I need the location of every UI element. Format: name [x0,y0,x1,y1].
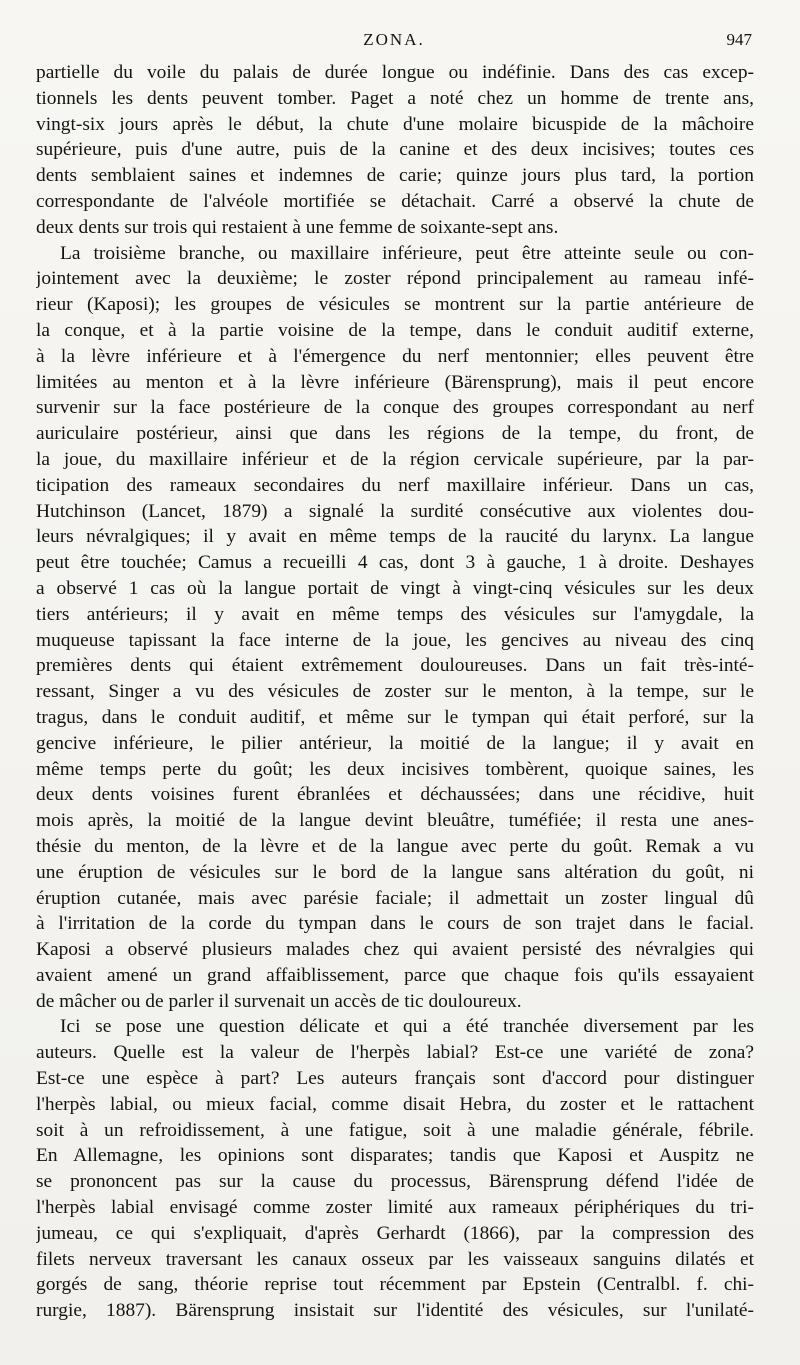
text-line: même temps perte du goût; les deux incisives tombèrent, quoique saines, les [36,758,754,780]
text-line: limitées au menton et à la lèvre inférieure (Bärensprung), mais il peut encore [36,371,754,393]
text-line: de mâcher ou de parler il survenait un accès de tic douloureux. [36,990,522,1012]
text-line: rurgie, 1887). Bärensprung insistait sur l'identité des vésicules, sur l'unilaté- [36,1300,754,1322]
text-line: tragus, dans le conduit auditif, et même sur le tympan qui était perforé, sur la [36,706,754,728]
text-line: thésie du menton, de la lèvre et de la langue avec perte du goût. Remak a vu [36,835,754,857]
text-line: filets nerveux traversant les canaux osseux par les vaisseaux sanguins dilatés et [36,1248,754,1270]
text-line: l'herpès labial, ou mieux facial, comme disait Hebra, du zoster et le rattachent [36,1093,754,1115]
text-line: une éruption de vésicules sur le bord de la langue sans altération du goût, ni [36,861,754,883]
text-line: ressant, Singer a vu des vésicules de zoster sur le menton, à la tempe, sur le [36,681,754,703]
text-line: En Allemagne, les opinions sont disparates; tandis que Kaposi et Auspitz ne [36,1145,754,1167]
page-number: 947 [726,30,752,49]
text-line: l'herpès labial envisagé comme zoster limité aux rameaux périphériques du tri- [36,1197,754,1219]
text-line: rieur (Kaposi); les groupes de vésicules se montrent sur la partie antérieure de [36,294,754,316]
text-line: peut être touchée; Camus a recueilli 4 cas, dont 3 à gauche, 1 à droite. Deshayes [36,552,754,574]
text-line: jointement avec la deuxième; le zoster répond principalement au rameau infé- [36,268,754,290]
text-line: deux dents sur trois qui restaient à une femme de soixante-sept ans. [36,216,559,238]
text-line: Est-ce une espèce à part? Les auteurs français sont d'accord pour distinguer [36,1068,754,1090]
text-line: soit à un refroidissement, à une fatigue, soit à une maladie générale, fébrile. [36,1119,754,1141]
text-line: à l'irritation de la corde du tympan dans le cours de son trajet dans le facial. [36,913,754,935]
text-line: premières dents qui étaient extrêmement douloureuses. Dans un fait très-inté- [36,655,754,677]
text-line: survenir sur la face postérieure de la conque des groupes correspondant au nerf [36,397,754,419]
text-line: La troisième branche, ou maxillaire inférieure, peut être atteinte seule ou con- [60,242,754,264]
text-line: supérieure, puis d'une autre, puis de la canine et des deux incisives; toutes ces [36,139,754,161]
text-line: auriculaire postérieur, ainsi que dans les régions de la tempe, du front, de [36,423,754,445]
text-line: se prononcent pas sur la cause du processus, Bärensprung défend l'idée de [36,1171,754,1193]
text-line: la joue, du maxillaire inférieur et de la région cervicale supérieure, par la par- [36,448,754,470]
text-line: la conque, et à la partie voisine de la tempe, dans le conduit auditif externe, [36,319,754,341]
text-line: mois après, la moitié de la langue devint bleuâtre, tuméfiée; il resta une anes- [36,810,754,832]
text-line: deux dents voisines furent ébranlées et déchaussées; dans une récidive, huit [36,784,754,806]
text-line: Ici se pose une question délicate et qui a été tranchée diversement par les [60,1016,754,1038]
text-line: leurs névralgiques; il y avait en même temps de la raucité du larynx. La langue [36,526,754,548]
text-line: Hutchinson (Lancet, 1879) a signalé la surdité consécutive aux violentes dou- [36,500,754,522]
text-line: muqueuse tapissant la face interne de la joue, les gencives au niveau des cinq [36,629,754,651]
text-line: Kaposi a observé plusieurs malades chez qui avaient persisté des névralgies qui [36,939,754,961]
body-text [36,60,754,1324]
text-line: auteurs. Quelle est la valeur de l'herpès labial? Est-ce une variété de zona? [36,1042,754,1064]
text-line: à la lèvre inférieure et à l'émergence du nerf mentonnier; elles peuvent être [36,345,754,367]
text-line: partielle du voile du palais de durée longue ou indéfinie. Dans des cas excep- [36,62,754,83]
text-line: tionnels les dents peuvent tomber. Paget a noté chez un homme de trente ans, [36,87,754,109]
running-title: ZONA. [363,30,425,49]
text-line: éruption cutanée, mais avec parésie faciale; il admettait un zoster lingual dû [36,887,754,909]
text-line: tiers antérieurs; il y avait en même temps des vésicules sur l'amygdale, la [36,603,754,625]
text-line: gorgés de sang, théorie reprise tout récemment par Epstein (Centralbl. f. chi- [36,1274,754,1296]
text-line: correspondante de l'alvéole mortifiée se détachait. Carré a observé la chute de [36,190,754,212]
text-line: dents semblaient saines et indemnes de carie; quinze jours plus tard, la portion [36,165,754,187]
text-line: vingt-six jours après le début, la chute d'une molaire bicuspide de la mâchoire [36,113,754,135]
text-line: a observé 1 cas où la langue portait de vingt à vingt-cinq vésicules sur les deux [36,577,754,599]
text-line: jumeau, ce qui s'expliquait, d'après Gerhardt (1866), par la compression des [36,1222,754,1244]
text-line: avaient amené un grand affaiblissement, parce que chaque fois qu'ils essayaient [36,964,754,986]
text-line: gencive inférieure, le pilier antérieur, la moitié de la langue; il y avait en [36,732,754,754]
page-header [36,30,752,54]
text-line: ticipation des rameaux secondaires du nerf maxillaire inférieur. Dans un cas, [36,474,754,496]
